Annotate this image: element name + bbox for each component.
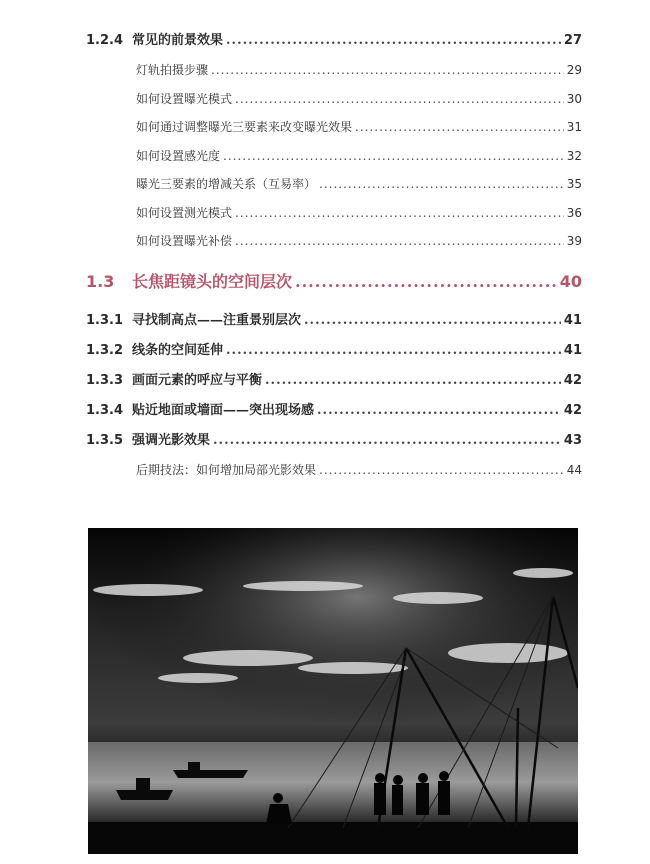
toc-subentry-title: 如何设置测光模式: [136, 205, 233, 220]
toc-subentry[interactable]: [86, 227, 582, 256]
dot-leader: [235, 85, 564, 114]
dot-leader: [223, 142, 564, 171]
dot-leader: [319, 456, 564, 485]
dot-leader: [211, 56, 564, 85]
toc-subentry-title: 如何设置感光度: [136, 148, 221, 163]
dot-leader: [226, 336, 561, 366]
toc-subentry-title: 如何通过调整曝光三要素来改变曝光效果: [136, 120, 353, 134]
seascape-silhouette-photo: [88, 528, 578, 854]
dot-leader: [319, 170, 564, 199]
toc-entry-1-3-2[interactable]: [86, 336, 582, 366]
toc-subentry[interactable]: [86, 113, 582, 142]
toc-entry-title: 画面元素的呼应与平衡: [132, 372, 263, 388]
toc-entry-title: 寻找制高点——注重景别层次: [132, 312, 302, 328]
toc-entry-number: 1.3.1: [86, 312, 124, 328]
toc-entry-1-3-4[interactable]: [86, 396, 582, 426]
dot-leader: [213, 426, 561, 456]
toc-subentry-page: 35: [566, 177, 582, 191]
toc-section-title: 长焦距镜头的空间层次: [132, 271, 293, 291]
photo-illustration: [88, 528, 578, 854]
dot-leader: [235, 199, 564, 228]
toc-subentry-title: 后期技法：如何增加局部光影效果: [136, 462, 317, 477]
toc-subentry-title: 如何设置曝光补偿: [136, 234, 233, 248]
dot-leader: [226, 26, 561, 56]
dot-leader: [235, 227, 564, 256]
sea: [88, 742, 578, 822]
toc-entry-title: 贴近地面或墙面——突出现场感: [132, 402, 315, 418]
toc-subentry-page: 29: [566, 63, 582, 77]
dot-leader: [317, 396, 561, 426]
toc-subentry[interactable]: [86, 56, 582, 85]
toc-subentry-title: 灯轨拍摄步骤: [136, 63, 209, 77]
toc-subentry-page: 44: [566, 462, 582, 477]
toc-subentry[interactable]: [86, 85, 582, 114]
toc-section-1-3[interactable]: [86, 260, 582, 304]
toc-entry-number: 1.3.4: [86, 402, 124, 418]
toc-entry-page: 41: [563, 312, 582, 328]
toc-entry-number: 1.3.3: [86, 372, 124, 388]
toc-subentry[interactable]: [86, 170, 582, 199]
dot-leader: [355, 113, 564, 142]
toc-subentry-page: 36: [566, 205, 582, 220]
toc-entry-page: 27: [563, 33, 582, 48]
toc-entry-title: 强调光影效果: [132, 432, 211, 448]
toc-entry-1-3-1[interactable]: [86, 306, 582, 336]
toc-subentry[interactable]: [86, 142, 582, 171]
dot-leader: [304, 306, 561, 336]
shore: [88, 822, 578, 854]
toc-subentry-page: 39: [566, 234, 582, 248]
toc-entry-title: 常见的前景效果: [132, 33, 224, 48]
toc-entry-1-2-4[interactable]: [86, 26, 582, 56]
dot-leader: [295, 260, 557, 304]
toc-entry-1-3-5[interactable]: [86, 426, 582, 456]
toc-subentry-page: 30: [566, 91, 582, 106]
sky-glow: [88, 528, 578, 758]
toc-subentry-title: 曝光三要素的增减关系（互易率）: [136, 177, 317, 191]
toc-entry-number: 1.3.5: [86, 432, 124, 448]
toc-subentry[interactable]: [86, 199, 582, 228]
toc-subentry-page: 31: [566, 120, 582, 134]
toc-entry-1-3-3[interactable]: [86, 366, 582, 396]
table-of-contents: [86, 26, 582, 484]
toc-subentry-title: 如何设置曝光模式: [136, 91, 233, 106]
toc-section-number: 1.3: [86, 271, 115, 291]
toc-entry-number: 1.2.4: [86, 33, 124, 48]
dot-leader: [265, 366, 561, 396]
toc-entry-page: 43: [563, 432, 582, 448]
toc-entry-title: 线条的空间延伸: [132, 342, 224, 358]
toc-entry-page: 42: [563, 402, 582, 418]
toc-entry-number: 1.3.2: [86, 342, 124, 358]
toc-entry-page: 41: [563, 342, 582, 358]
toc-subentry-page: 32: [566, 148, 582, 163]
toc-subentry[interactable]: [86, 456, 582, 485]
toc-entry-page: 42: [563, 372, 582, 388]
toc-section-page: 40: [559, 271, 582, 291]
